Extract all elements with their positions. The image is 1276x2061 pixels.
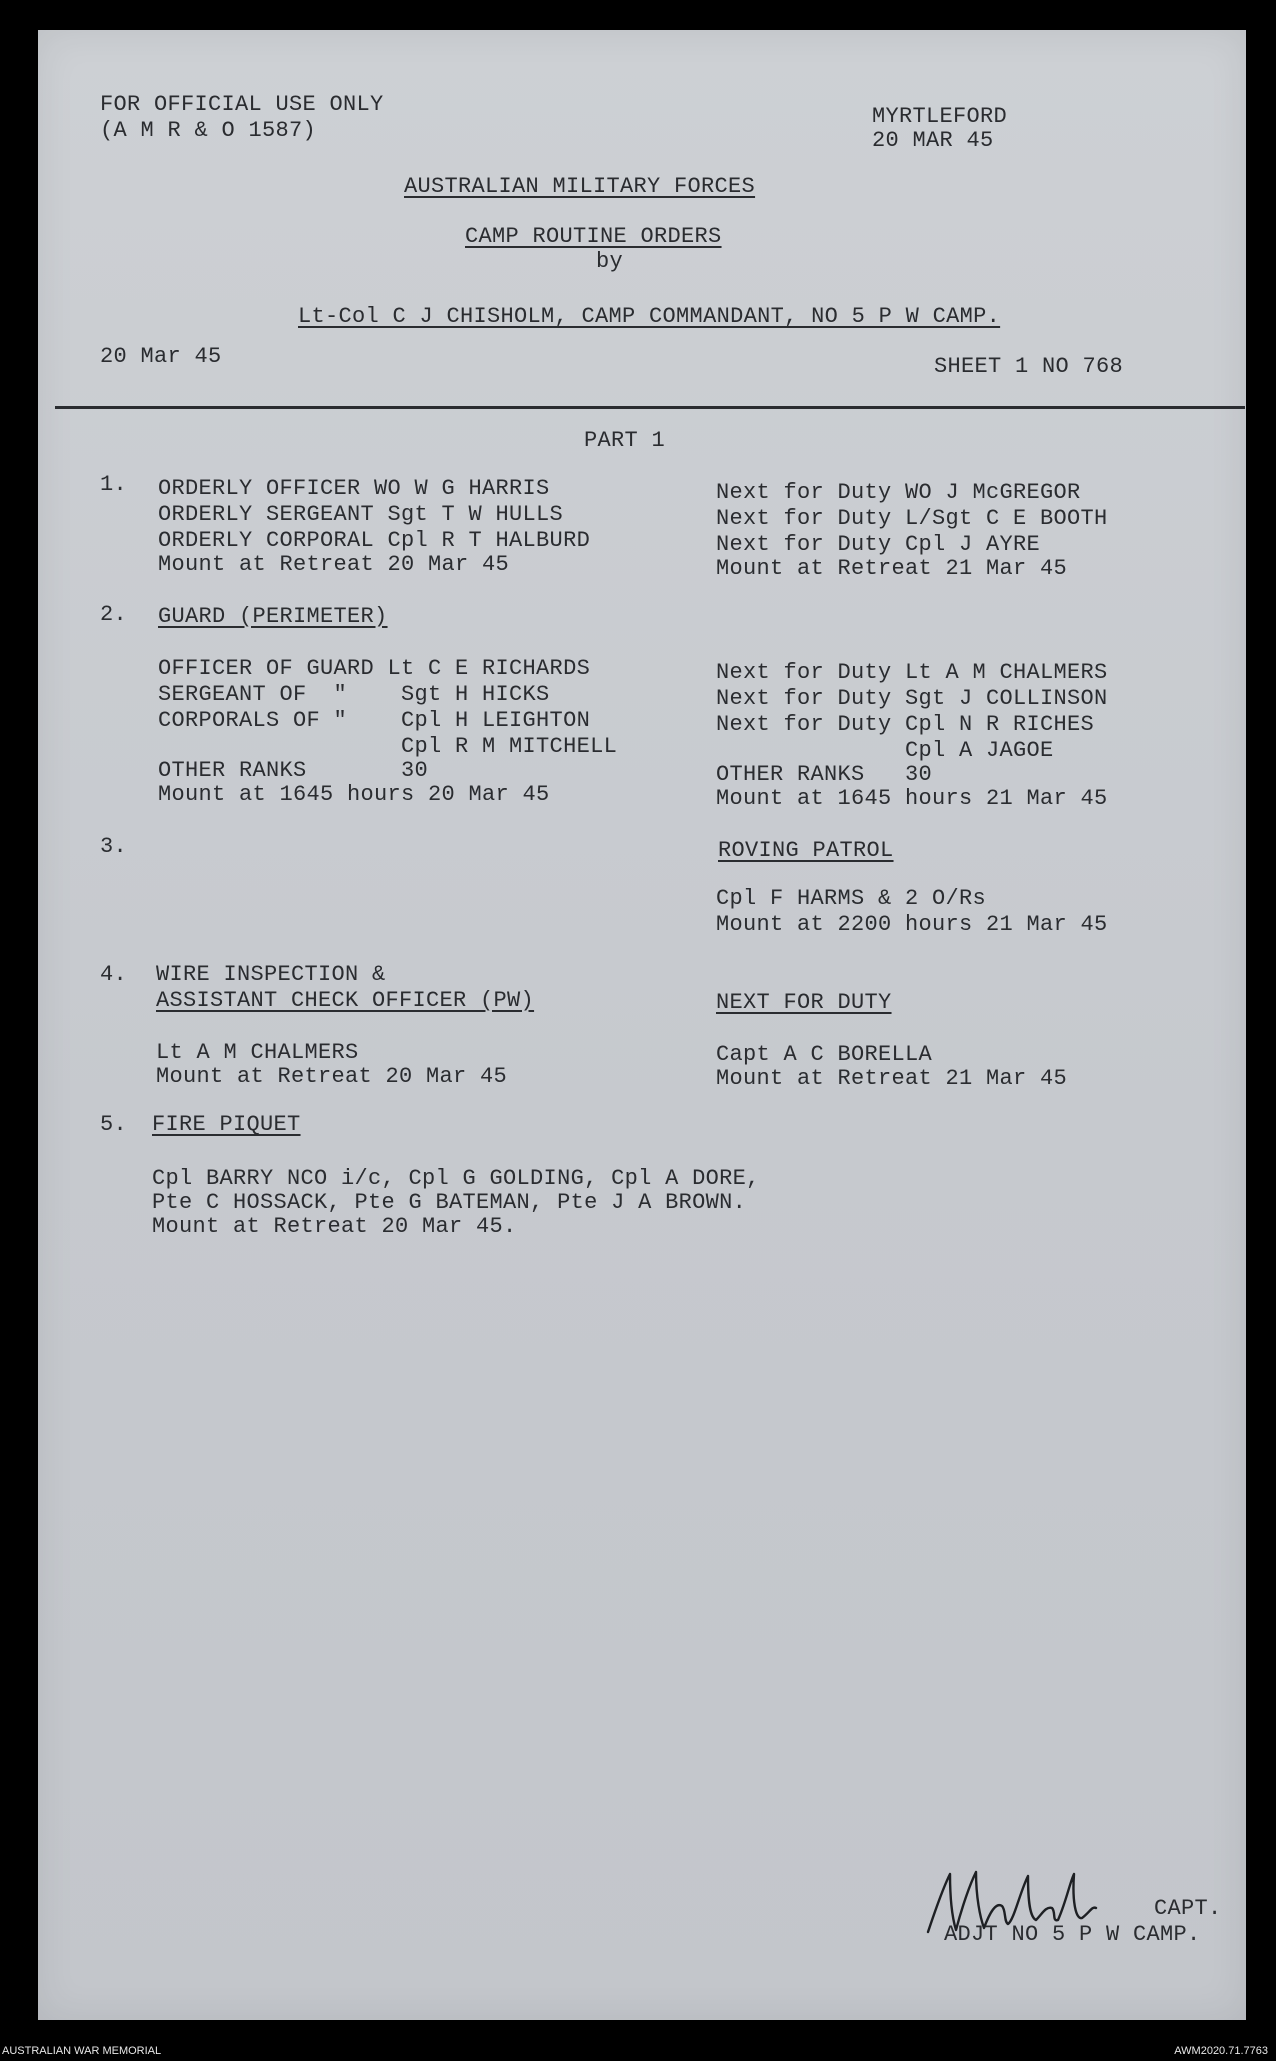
place: MYRTLEFORD: [872, 104, 1008, 129]
footer-left: AUSTRALIAN WAR MEMORIAL: [2, 2045, 162, 2057]
s2-left-line: Cpl R M MITCHELL: [158, 734, 618, 759]
place-date: 20 MAR 45: [872, 128, 994, 153]
s2-right-line: Mount at 1645 hours 21 Mar 45: [716, 786, 1108, 811]
s1-right-line: Next for Duty Cpl J AYRE: [716, 532, 1041, 557]
s1-left-line: Mount at Retreat 20 Mar 45: [158, 552, 510, 577]
s1-left-line: ORDERLY OFFICER WO W G HARRIS: [158, 476, 550, 501]
section-1-number: 1.: [100, 472, 128, 497]
s2-heading: GUARD (PERIMETER): [158, 604, 388, 629]
footer-right: AWM2020.71.7763: [1174, 2045, 1268, 2057]
s4-left-line: Lt A M CHALMERS: [156, 1040, 359, 1065]
s4-right-line: Mount at Retreat 21 Mar 45: [716, 1066, 1068, 1091]
section-4-number: 4.: [100, 962, 128, 987]
s2-left-line: SERGEANT OF " Sgt H HICKS: [158, 682, 550, 707]
s4-right-line: Capt A C BORELLA: [716, 1042, 933, 1067]
issuer-line: Lt-Col C J CHISHOLM, CAMP COMMANDANT, NO 5 P W CAMP.: [298, 304, 1001, 329]
org-heading: AUSTRALIAN MILITARY FORCES: [404, 174, 756, 199]
doc-title: CAMP ROUTINE ORDERS: [465, 224, 722, 249]
s2-right-line: Next for Duty Lt A M CHALMERS: [716, 660, 1108, 685]
s3-heading: ROVING PATROL: [718, 838, 894, 863]
order-date: 20 Mar 45: [100, 344, 222, 369]
s5-line: Mount at Retreat 20 Mar 45.: [152, 1214, 517, 1239]
s1-left-line: ORDERLY CORPORAL Cpl R T HALBURD: [158, 528, 591, 553]
classification-line2: (A M R & O 1587): [100, 118, 317, 143]
section-2-number: 2.: [100, 602, 128, 627]
section-5-number: 5.: [100, 1112, 128, 1137]
section-3-number: 3.: [100, 834, 128, 859]
s2-left-line: Mount at 1645 hours 20 Mar 45: [158, 782, 550, 807]
s2-right-line: Next for Duty Cpl N R RICHES: [716, 712, 1095, 737]
s3-line: Cpl F HARMS & 2 O/Rs: [716, 886, 987, 911]
part-heading: PART 1: [584, 428, 666, 453]
classification-line1: FOR OFFICIAL USE ONLY: [100, 92, 384, 117]
s2-left-line: CORPORALS OF " Cpl H LEIGHTON: [158, 708, 591, 733]
s3-line: Mount at 2200 hours 21 Mar 45: [716, 912, 1108, 937]
s5-line: Pte C HOSSACK, Pte G BATEMAN, Pte J A BROWN.: [152, 1190, 747, 1215]
s1-right-line: Mount at Retreat 21 Mar 45: [716, 556, 1068, 581]
signature-rank: CAPT.: [1154, 1896, 1222, 1921]
header-rule: [55, 406, 1245, 409]
s2-right-line: Cpl A JAGOE: [716, 738, 1054, 763]
s1-left-line: ORDERLY SERGEANT Sgt T W HULLS: [158, 502, 564, 527]
signature-title: ADJT NO 5 P W CAMP.: [944, 1922, 1201, 1947]
s2-left-line: OFFICER OF GUARD Lt C E RICHARDS: [158, 656, 591, 681]
s4-right-heading: NEXT FOR DUTY: [716, 990, 892, 1015]
s2-right-line: Next for Duty Sgt J COLLINSON: [716, 686, 1108, 711]
s2-left-line: OTHER RANKS 30: [158, 758, 429, 783]
s5-heading: FIRE PIQUET: [152, 1112, 301, 1137]
s5-line: Cpl BARRY NCO i/c, Cpl G GOLDING, Cpl A DORE,: [152, 1166, 760, 1191]
s4-left-line: Mount at Retreat 20 Mar 45: [156, 1064, 508, 1089]
s2-right-line: OTHER RANKS 30: [716, 762, 933, 787]
s4-heading-line2: ASSISTANT CHECK OFFICER (PW): [156, 988, 535, 1013]
s4-heading-line1: WIRE INSPECTION &: [156, 962, 386, 987]
s1-right-line: Next for Duty WO J McGREGOR: [716, 480, 1081, 505]
by-word: by: [596, 249, 624, 274]
sheet-number: SHEET 1 NO 768: [934, 354, 1124, 379]
s1-right-line: Next for Duty L/Sgt C E BOOTH: [716, 506, 1108, 531]
